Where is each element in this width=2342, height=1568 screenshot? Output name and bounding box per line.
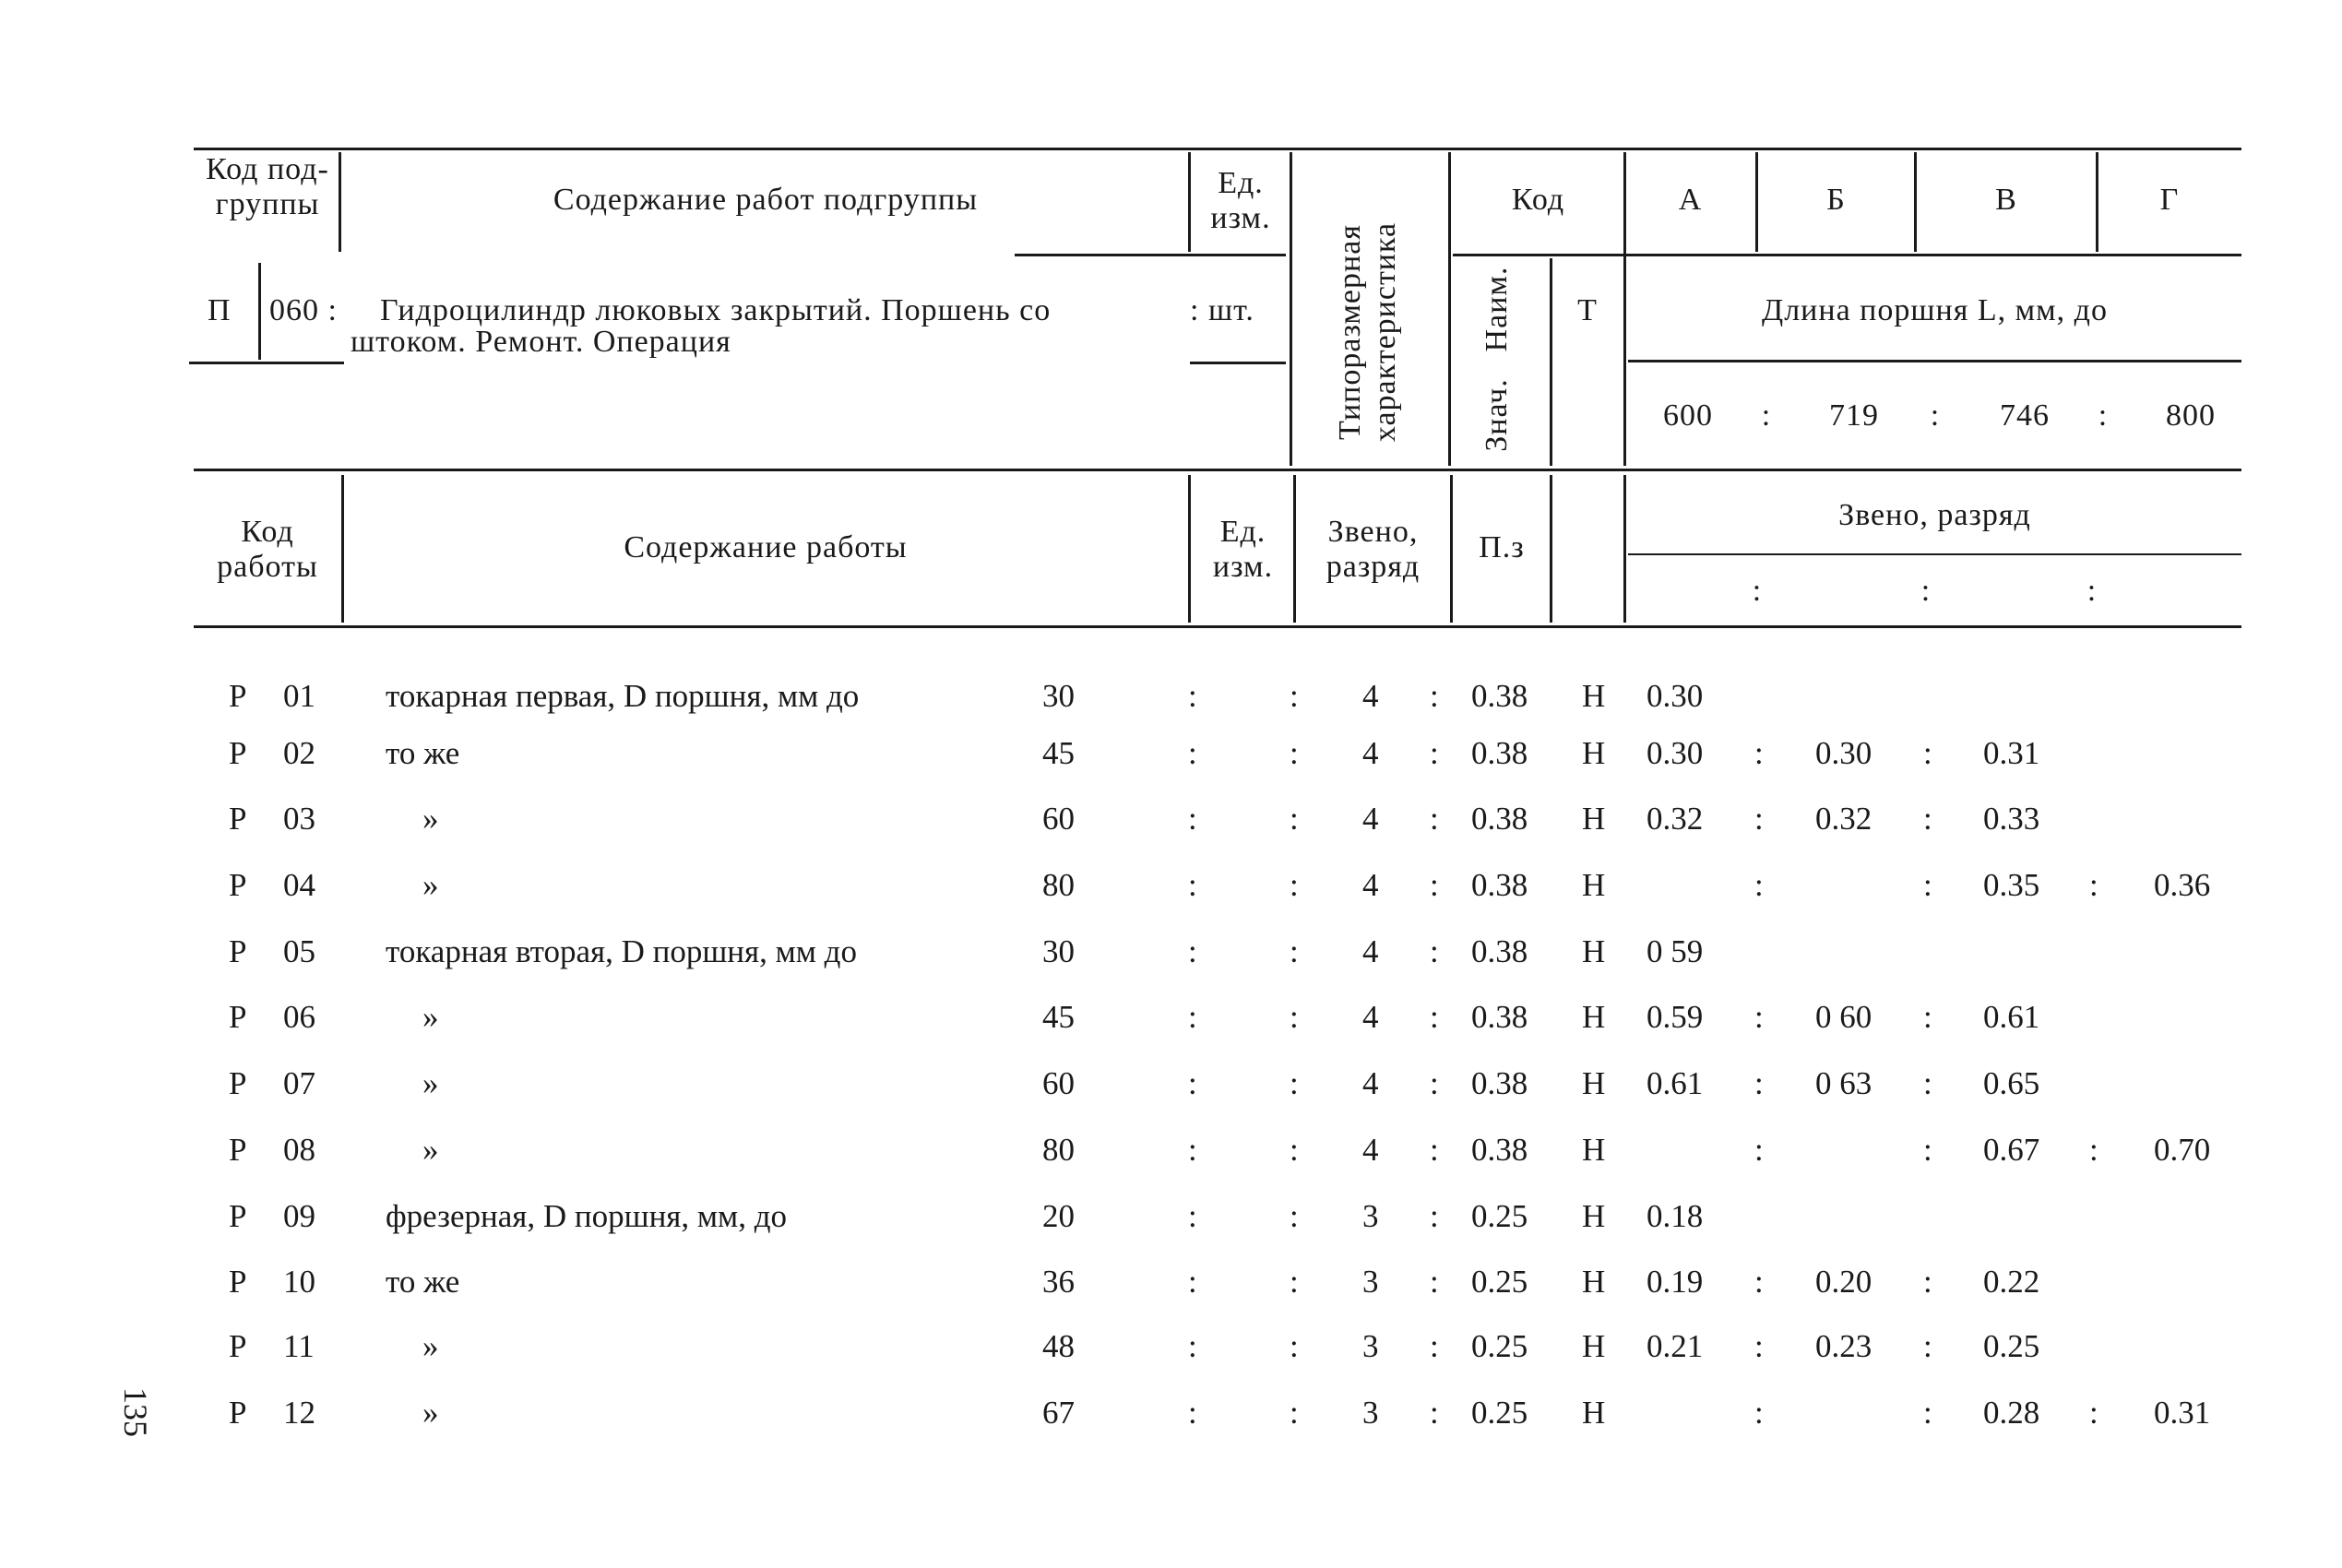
sep: :	[1290, 735, 1299, 771]
row-razryad: 4	[1362, 735, 1379, 771]
row-pz: 0.38	[1471, 735, 1528, 771]
sep: :	[1754, 1065, 1764, 1101]
row-limit-value: 45	[1042, 999, 1075, 1035]
sep: :	[1923, 801, 1932, 837]
row-limit-value: 60	[1042, 1065, 1075, 1101]
table-row	[0, 1395, 2342, 1450]
rule	[1450, 475, 1453, 623]
row-pz: 0.25	[1471, 1328, 1528, 1364]
row-code: 06	[283, 999, 315, 1035]
zveno-razryad-right-header: Звено, разряд	[1838, 498, 2031, 532]
row-b: 0.20	[1815, 1264, 1872, 1300]
table-row	[0, 999, 2342, 1054]
sep: :	[2089, 867, 2098, 903]
col-b-header: Б	[1826, 183, 1846, 217]
row-a: 0.30	[1647, 678, 1704, 714]
sep: :	[1290, 801, 1299, 837]
rule	[1550, 475, 1552, 623]
row-razryad: 4	[1362, 999, 1379, 1035]
sep: :	[1430, 867, 1439, 903]
rule	[1914, 152, 1917, 252]
row-h: Н	[1582, 1264, 1606, 1300]
sep: :	[1430, 1065, 1439, 1101]
row-limit-value: 36	[1042, 1264, 1075, 1300]
row-razryad: 3	[1362, 1198, 1379, 1234]
row-b: 0.23	[1815, 1328, 1872, 1364]
table-row	[0, 735, 2342, 790]
row-description: »	[422, 1395, 439, 1431]
rule	[1453, 254, 2241, 256]
row-a: 0.18	[1647, 1198, 1704, 1234]
sep: :	[1430, 999, 1439, 1035]
row-limit-value: 45	[1042, 735, 1075, 771]
row-b: 0.32	[1815, 801, 1872, 837]
table-row	[0, 1264, 2342, 1319]
sep: :	[1754, 1395, 1764, 1431]
rule	[1755, 152, 1758, 252]
row-code: 03	[283, 801, 315, 837]
sep: :	[1188, 1132, 1197, 1168]
sep: :	[1430, 678, 1439, 714]
row-code: 02	[283, 735, 315, 771]
sep: :	[2098, 398, 2109, 433]
rule	[194, 469, 2241, 471]
sep: :	[1923, 735, 1932, 771]
sep: :	[1430, 1395, 1439, 1431]
rule	[194, 625, 2241, 628]
row-limit-value: 67	[1042, 1395, 1075, 1431]
ed-izm-header-2: Ед. изм.	[1212, 515, 1274, 584]
row-code: 09	[283, 1198, 315, 1234]
row-h: Н	[1582, 1395, 1606, 1431]
sep: :	[1290, 933, 1299, 969]
kod-podgruppy-header: Код под- группы	[206, 152, 329, 221]
row-a: 0.21	[1647, 1328, 1704, 1364]
table-row	[0, 801, 2342, 856]
row-limit-value: 30	[1042, 678, 1075, 714]
soderzhanie-podgruppy-header: Содержание работ подгруппы	[553, 183, 979, 217]
sep: :	[1754, 999, 1764, 1035]
kod-header: Код	[1511, 183, 1565, 217]
row-pz: 0.38	[1471, 867, 1528, 903]
sep: :	[1754, 1132, 1764, 1168]
rule	[1190, 362, 1286, 364]
row-v: 0.31	[1983, 735, 2040, 771]
sep: :	[1290, 999, 1299, 1035]
sep: :	[1754, 801, 1764, 837]
row-prefix: Р	[229, 867, 247, 903]
sep: :	[1290, 1065, 1299, 1101]
sep: :	[1430, 1328, 1439, 1364]
row-pz: 0.38	[1471, 678, 1528, 714]
ed-izm-header: Ед. изм.	[1210, 166, 1271, 235]
row-description: »	[422, 801, 439, 837]
row-pz: 0.38	[1471, 801, 1528, 837]
row-v: 0.67	[1983, 1132, 2040, 1168]
row-pz: 0.38	[1471, 1132, 1528, 1168]
row-prefix: Р	[229, 1198, 247, 1234]
row-prefix: Р	[229, 735, 247, 771]
row-limit-value: 80	[1042, 867, 1075, 903]
col-g-header: Г	[2159, 183, 2180, 217]
sep: :	[1430, 1132, 1439, 1168]
zveno-razryad-header: Звено, разряд	[1326, 515, 1421, 584]
naim-label: Наим.	[1480, 266, 1514, 352]
sep: :	[1754, 735, 1764, 771]
row-description: то же	[386, 735, 460, 771]
sep: :	[1188, 735, 1197, 771]
sep: :	[1188, 1328, 1197, 1364]
sep: :	[1290, 867, 1299, 903]
sep: :	[1754, 867, 1764, 903]
length-719: 719	[1829, 398, 1879, 433]
sep: :	[1923, 1264, 1932, 1300]
sep: :	[2089, 1132, 2098, 1168]
row-razryad: 4	[1362, 1132, 1379, 1168]
description-line2: штоком. Ремонт. Операция	[351, 325, 731, 359]
t-label: Т	[1577, 293, 1598, 327]
rule	[1448, 152, 1451, 466]
row-a: 0.59	[1647, 999, 1704, 1035]
rule	[1628, 553, 2241, 555]
row-limit-value: 48	[1042, 1328, 1075, 1364]
sep: :	[1752, 574, 1763, 608]
row-h: Н	[1582, 1065, 1606, 1101]
row-v: 0.25	[1983, 1328, 2040, 1364]
rule	[189, 362, 344, 364]
row-limit-value: 80	[1042, 1132, 1075, 1168]
row-h: Н	[1582, 1198, 1606, 1234]
rule	[341, 475, 344, 623]
row-pz: 0.25	[1471, 1395, 1528, 1431]
sep: :	[1188, 867, 1197, 903]
rule	[1293, 475, 1296, 623]
row-b: 0 60	[1815, 999, 1872, 1035]
sep: :	[1430, 1198, 1439, 1234]
row-code: 08	[283, 1132, 315, 1168]
row-razryad: 3	[1362, 1328, 1379, 1364]
row-description: то же	[386, 1264, 460, 1300]
row-a: 0.30	[1647, 735, 1704, 771]
unit: : шт.	[1190, 293, 1254, 327]
sep: :	[1290, 1264, 1299, 1300]
sep: :	[1923, 999, 1932, 1035]
sep: :	[1188, 801, 1197, 837]
table-row	[0, 933, 2342, 989]
sep: :	[1188, 678, 1197, 714]
length-600: 600	[1663, 398, 1713, 433]
row-g: 0.70	[2154, 1132, 2211, 1168]
row-v: 0.35	[1983, 867, 2040, 903]
row-description: фрезерная, D поршня, мм, до	[386, 1198, 788, 1234]
row-pz: 0.25	[1471, 1264, 1528, 1300]
sep: :	[1923, 1328, 1932, 1364]
p-letter: П	[208, 293, 232, 327]
sep: :	[1923, 1395, 1932, 1431]
row-code: 11	[283, 1328, 315, 1364]
soderzhanie-raboty-header: Содержание работы	[624, 530, 908, 564]
sep: :	[1923, 867, 1932, 903]
rule	[1623, 152, 1626, 466]
rule	[258, 263, 261, 360]
rule	[194, 148, 2241, 150]
row-limit-value: 30	[1042, 933, 1075, 969]
rule	[1628, 360, 2241, 362]
col-a-header: А	[1678, 183, 1703, 217]
page-number: 135	[117, 1387, 154, 1437]
row-a: 0.32	[1647, 801, 1704, 837]
row-v: 0.33	[1983, 801, 2040, 837]
row-prefix: Р	[229, 801, 247, 837]
length-800: 800	[2166, 398, 2216, 433]
row-prefix: Р	[229, 933, 247, 969]
table-row	[0, 1132, 2342, 1187]
row-b: 0 63	[1815, 1065, 1872, 1101]
sep: :	[1930, 398, 1941, 433]
pz-header: П.з	[1479, 530, 1525, 564]
sep: :	[1290, 1395, 1299, 1431]
row-h: Н	[1582, 801, 1606, 837]
sep: :	[1761, 398, 1772, 433]
row-h: Н	[1582, 735, 1606, 771]
rule	[1623, 475, 1626, 623]
row-g: 0.31	[2154, 1395, 2211, 1431]
row-description: »	[422, 867, 439, 903]
rule	[1550, 258, 1552, 466]
row-prefix: Р	[229, 1328, 247, 1364]
row-razryad: 4	[1362, 867, 1379, 903]
row-v: 0.65	[1983, 1065, 2040, 1101]
row-description: »	[422, 1328, 439, 1364]
row-g: 0.36	[2154, 867, 2211, 903]
sep: :	[1430, 1264, 1439, 1300]
row-razryad: 4	[1362, 801, 1379, 837]
row-a: 0.61	[1647, 1065, 1704, 1101]
sep: :	[1290, 1132, 1299, 1168]
sep: :	[1923, 1065, 1932, 1101]
sep: :	[1430, 801, 1439, 837]
znach-label: Знач.	[1480, 378, 1514, 452]
row-prefix: Р	[229, 1065, 247, 1101]
table-row	[0, 678, 2342, 733]
sep: :	[1754, 1264, 1764, 1300]
row-code: 12	[283, 1395, 315, 1431]
row-pz: 0.38	[1471, 1065, 1528, 1101]
row-razryad: 3	[1362, 1395, 1379, 1431]
row-h: Н	[1582, 933, 1606, 969]
sep: :	[1430, 735, 1439, 771]
row-limit-value: 20	[1042, 1198, 1075, 1234]
row-a: 0.19	[1647, 1264, 1704, 1300]
sep: :	[1188, 1395, 1197, 1431]
row-code: 10	[283, 1264, 315, 1300]
sep: :	[1290, 1328, 1299, 1364]
sep: :	[2089, 1395, 2098, 1431]
rule	[1188, 475, 1191, 623]
table-row	[0, 1198, 2342, 1253]
table-row	[0, 867, 2342, 922]
row-h: Н	[1582, 1132, 1606, 1168]
sep: :	[1188, 999, 1197, 1035]
row-razryad: 4	[1362, 933, 1379, 969]
row-a: 0 59	[1647, 933, 1704, 969]
row-description: »	[422, 999, 439, 1035]
row-code: 05	[283, 933, 315, 969]
row-pz: 0.38	[1471, 933, 1528, 969]
rule	[1290, 152, 1292, 466]
rule	[1188, 152, 1191, 252]
row-razryad: 4	[1362, 1065, 1379, 1101]
row-pz: 0.25	[1471, 1198, 1528, 1234]
row-prefix: Р	[229, 1132, 247, 1168]
kod-raboty-header: Код работы	[217, 515, 318, 584]
p-code: 060 :	[269, 293, 338, 327]
sep: :	[1188, 1198, 1197, 1234]
description-line1: Гидроцилиндр люковых закрытий. Поршень со	[380, 293, 1052, 327]
row-prefix: Р	[229, 1264, 247, 1300]
row-h: Н	[1582, 867, 1606, 903]
table-row	[0, 1065, 2342, 1121]
sep: :	[2086, 574, 2098, 608]
col-v-header: В	[1995, 183, 2017, 217]
row-description: »	[422, 1065, 439, 1101]
row-v: 0.61	[1983, 999, 2040, 1035]
row-b: 0.30	[1815, 735, 1872, 771]
sep: :	[1188, 1065, 1197, 1101]
table-row	[0, 1328, 2342, 1384]
rule	[2096, 152, 2098, 252]
sep: :	[1290, 678, 1299, 714]
row-limit-value: 60	[1042, 801, 1075, 837]
row-h: Н	[1582, 678, 1606, 714]
sep: :	[1923, 1132, 1932, 1168]
row-code: 04	[283, 867, 315, 903]
row-razryad: 4	[1362, 678, 1379, 714]
length-label: Длина поршня L, мм, до	[1762, 293, 2108, 327]
row-h: Н	[1582, 1328, 1606, 1364]
row-razryad: 3	[1362, 1264, 1379, 1300]
row-code: 07	[283, 1065, 315, 1101]
sep: :	[1754, 1328, 1764, 1364]
row-v: 0.28	[1983, 1395, 2040, 1431]
row-description: »	[422, 1132, 439, 1168]
row-description: токарная первая, D поршня, мм до	[386, 678, 860, 714]
sep: :	[1188, 933, 1197, 969]
row-v: 0.22	[1983, 1264, 2040, 1300]
row-prefix: Р	[229, 1395, 247, 1431]
row-prefix: Р	[229, 999, 247, 1035]
tiporazmer-header: Типоразмерная характеристика	[1333, 221, 1402, 443]
length-746: 746	[2000, 398, 2050, 433]
row-h: Н	[1582, 999, 1606, 1035]
row-code: 01	[283, 678, 315, 714]
rule	[339, 152, 341, 252]
row-pz: 0.38	[1471, 999, 1528, 1035]
sep: :	[1430, 933, 1439, 969]
sep: :	[1290, 1198, 1299, 1234]
sep: :	[1188, 1264, 1197, 1300]
sep: :	[1920, 574, 1932, 608]
row-prefix: Р	[229, 678, 247, 714]
rule	[1015, 254, 1286, 256]
row-description: токарная вторая, D поршня, мм до	[386, 933, 857, 969]
